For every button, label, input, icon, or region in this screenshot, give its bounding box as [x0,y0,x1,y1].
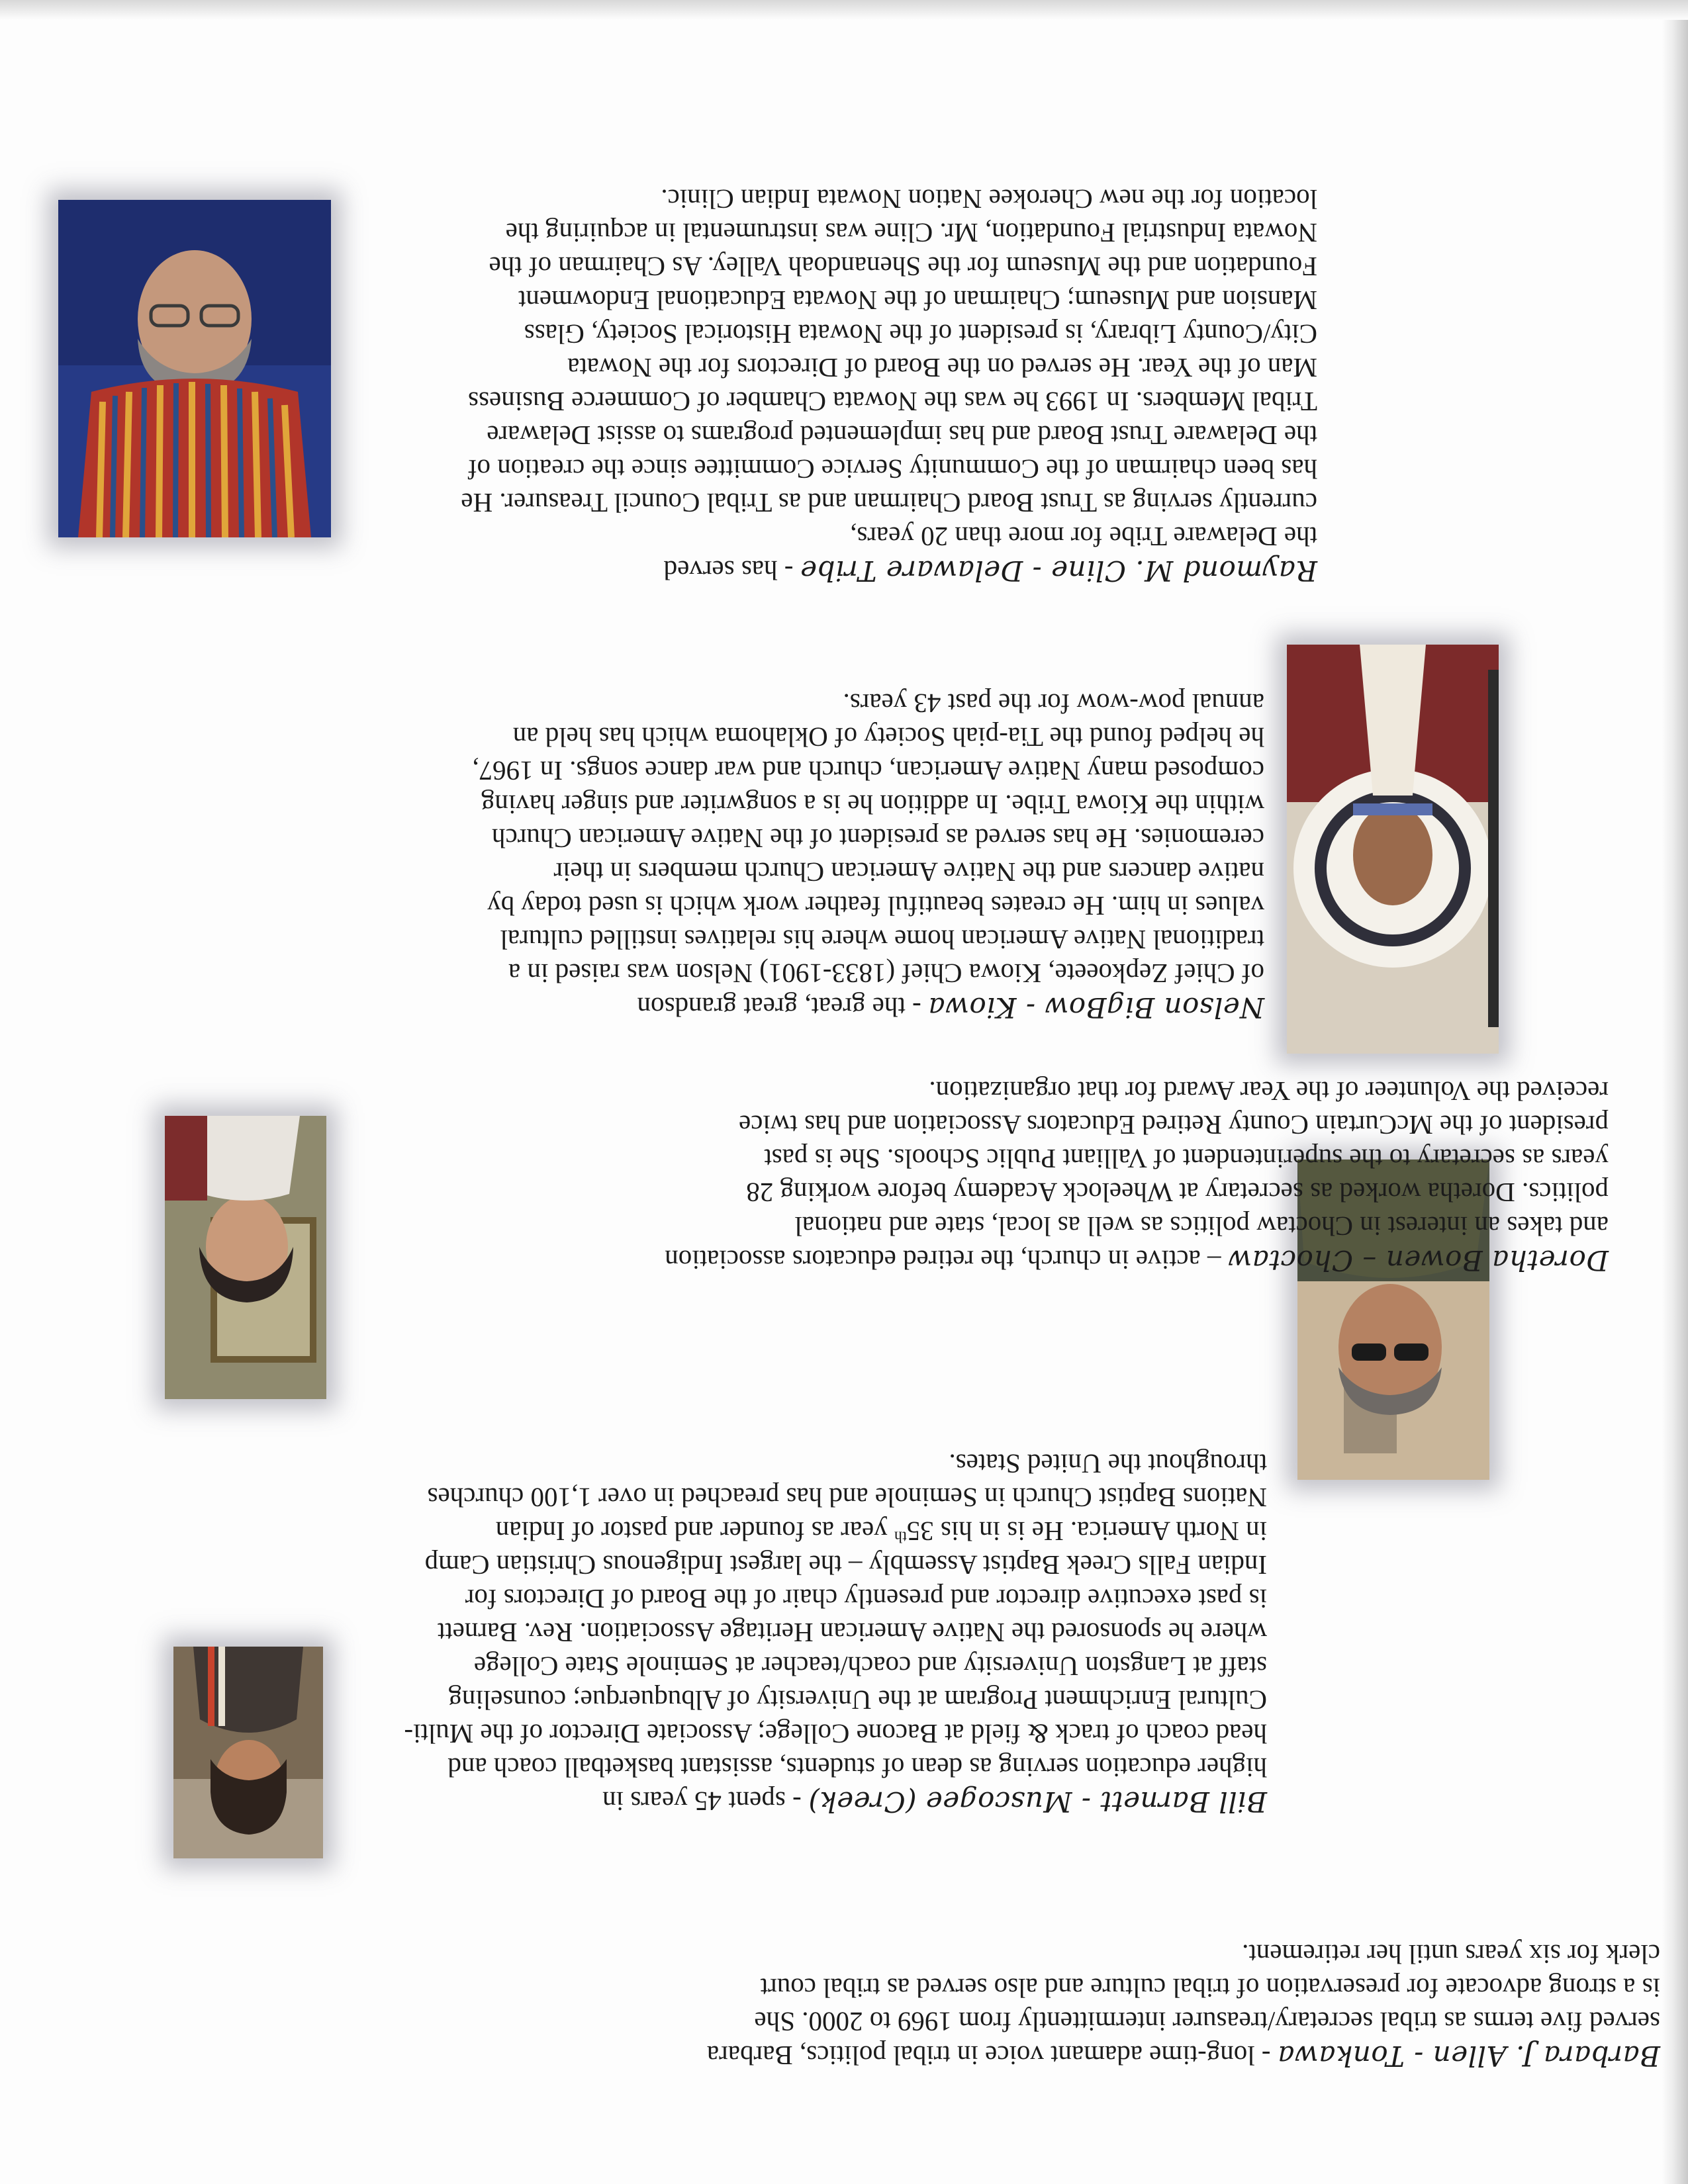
entry-line: and takes an interest in Choctaw politics as well as local, state and national [794,1211,1609,1242]
entry-line: traditional Native American home where his relatives instilled cultural [500,925,1264,955]
entry-line: location for the new Cherokee Nation Nowata Indian Clinic. [661,184,1317,214]
entry-name: Nelson BigBow - Kiowa [927,991,1264,1024]
entry-line: values in him. He creates beautiful feather work which is used today by [487,891,1264,921]
entry-lead-text: - long-time adamant voice in tribal politics, Barbara [706,2040,1278,2071]
entry-barbara-allen [363,1937,1660,2073]
entry-line: Tribal Members. In 1993 he was the Nowata Chamber of Commerce Business [468,387,1317,417]
entry-line: he helped found the Tia-piah Society of Oklahoma which has held an [512,722,1264,752]
entry-line: is a strong advocate for preservation of tribal culture and also served as tribal court [760,1973,1660,2003]
entry-line: Cultural Enrichment Program at the University of Albuquerque; counseling [448,1685,1267,1715]
entry-lead-text: - the great, great grandson [637,992,928,1023]
photo-nelson-bigbow [1287,645,1499,1054]
entry-name: Barbara J. Allen - Tonkawa [1277,2040,1660,2072]
entry-line: Man of the Year. He served on the Board of Directors for the Nowata [567,353,1317,383]
entry-nelson-bigbow [192,686,1264,1024]
entry-line: staff at Langston University and coach/teacher at Seminole State College [473,1651,1267,1682]
entry-line: Mansion and Museum; Chairman of the Nowata Educational Endowment [518,285,1317,316]
photo-raymond-cline [58,200,331,537]
scan-edge-shadow [1662,0,1688,2184]
entry-line: ceremonies. He has served as president of the Native American Church [492,823,1264,854]
entry-name: Bill Barnett - Muscogee (Creek) [808,1786,1267,1818]
entry-line: Indian Falls Creek Baptist Assembly – the largest Indigenous Christian Camp [424,1550,1267,1580]
entry-line: is past executive director and presently chair of the Board of Directors for [465,1584,1267,1614]
entry-line: where he sponsored the Native American Heritage Association. Rev. Barnett [437,1617,1267,1648]
entry-line: clerk for six years until her retirement. [1242,1939,1660,1970]
entry-line: composed many Native American, church and war dance songs. In 1967, [472,756,1264,786]
entry-lead-text: - has served [663,555,800,586]
entry-line: throughout the United States. [949,1449,1267,1479]
scan-edge-shadow-bottom [0,0,1688,20]
entry-name: Doretha Bowen – Choctaw [1227,1244,1609,1277]
entry-line: currently serving as Trust Board Chairman and as Tribal Council Treasurer. He [461,488,1317,518]
entry-line: native dancers and the Native American Church members in their [553,857,1264,887]
entry-raymond-cline [351,182,1317,588]
entry-line: years as secretary to the superintendent of Valliant Public Schools. She is past [764,1144,1609,1174]
photo-doretha-bowen [165,1116,326,1399]
entry-line: Nowata Industrial Foundation, Mr. Cline was instrumental in acquiring the [505,218,1317,248]
entry-doretha-bowen [377,1074,1609,1277]
entry-line: City/County Library, is president of the Nowata Historical Society, Glass [524,319,1317,349]
entry-line: the Delaware Trust Board and has implemented programs to assist Delaware [487,420,1317,451]
entry-line: served five terms as tribal secretary/treasurer intermittently from 1969 to 2000. She [754,2007,1660,2037]
entry-name: Raymond M. Cline - Delaware Tribe [800,555,1317,587]
entry-lead-text: - spent 45 years in [602,1786,808,1817]
entry-bill-barnett [56,1447,1267,1819]
entry-line: Foundation and the Museum for the Shenandoah Valley. As Chairman of the [489,251,1317,282]
entry-line: Nations Baptist Church in Seminole and has preached in over 1,100 churches [427,1482,1267,1513]
entry-line: the Delaware Tribe for more than 20 years, [850,522,1317,552]
entry-line: within the Kiowa Tribe. In addition he is a songwriter and singer having [481,790,1264,820]
entry-line: has been chairman of the Community Service Committee since the creation of [467,454,1317,484]
entry-line: received the Volunteer of the Year Award for that organization. [929,1076,1609,1107]
entry-line: higher education serving as dean of students, assistant basketball coach and [447,1752,1267,1783]
entry-lead-text: – active in church, the retired educators association [665,1245,1228,1275]
entry-line: president of the McCurtain County Retired Educators Association and has twice [739,1110,1609,1140]
entry-line: of Chief Zepkoeete, Kiowa Chief (1833-1901) Nelson was raised in a [508,958,1264,989]
entry-line: in North America. He is in his 35th year as founder and pastor of Indian [495,1516,1267,1547]
entry-line: head coach of track & field at Bacone College; Associate Director of the Multi- [404,1719,1267,1749]
entry-line: politics. Doretha worked as secretary at Wheelock Academy before working 28 [746,1177,1609,1208]
ordinal-suffix: th [894,1527,907,1545]
entry-line: annual pow-wow for the past 43 years. [843,688,1264,719]
